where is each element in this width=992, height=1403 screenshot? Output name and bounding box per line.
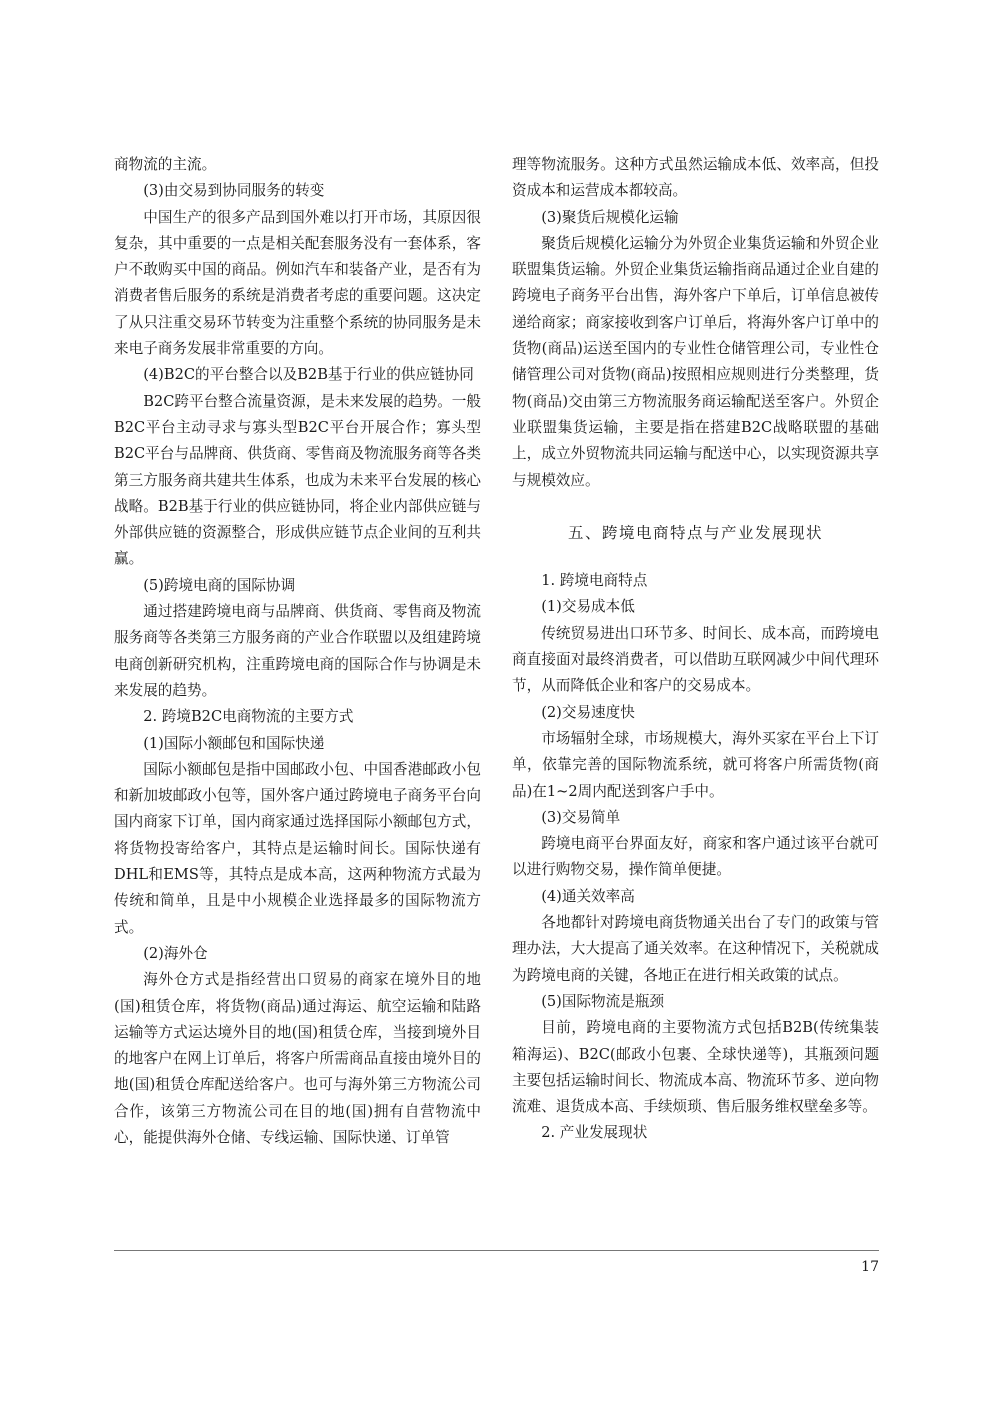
paragraph: 商物流的主流。 — [114, 156, 217, 173]
paragraph: (5)跨境电商的国际协调 — [143, 576, 296, 594]
paragraph: 市场辐射全球，市场规模大，海外买家在平台上下订单，依靠完善的国际物流系统，就可将客户所需货物(商品)在1~2周内配送到客户手中。 — [512, 729, 879, 800]
paragraph: 2. 产业发展现状 — [541, 1124, 648, 1142]
section-heading: 五、跨境电商特点与产业发展现状 — [567, 523, 823, 542]
paragraph: 聚货后规模化运输分为外贸企业集货运输和外贸企业联盟集货运输。外贸企业集货运输指商品通过企业自建的跨境电子商务平台出售，海外客户下单后，订单信息被传递给商家；商家接收到客户订单后，将海外客户订单中的货物(商品)运送至国内的专业性仓储管理公司，专业性仓储管理公司对货物(商品)按照相应规则进行分类整理，货物(商品)交由第三方物流服务商运输配送至客户。外贸企业联盟集货运输，主要是指在搭建B2C战略联盟的基础上，成立外贸物流共同运输与配送中心，以实现资源共享与规模效应。 — [512, 234, 879, 489]
paragraph: 各地都针对跨境电商货物通关出台了专门的政策与管理办法，大大提高了通关效率。在这种情况下，关税就成为跨境电商的关键，各地正在进行相关政策的试点。 — [512, 914, 879, 984]
paragraph: 海外仓方式是指经营出口贸易的商家在境外目的地(国)租赁仓库，将货物(商品)通过海运、航空运输和陆路运输等方式运达境外目的地(国)租赁仓库，当接到境外目的地客户在网上订单后，将客户所需商品直接由境外目的地(国)租赁仓库配送给客户。也可与海外第三方物流公司合作，该第三方物流公司在目的地(国)拥有自营物流中心，能提供海外仓储、专线运输、国际快递、订单管 — [114, 971, 481, 1146]
left-column — [114, 152, 481, 1151]
paragraph: (4)B2C的平台整合以及B2B基于行业的供应链协同 — [143, 366, 474, 384]
paragraph: 跨境电商平台界面友好，商家和客户通过该平台就可以进行购物交易，操作简单便捷。 — [512, 835, 879, 879]
paragraph: 国际小额邮包是指中国邮政小包、中国香港邮政小包和新加坡邮政小包等，国外客户通过跨境电子商务平台向国内商家下订单，国内商家通过选择国际小额邮包方式，将货物投寄给客户，其特点是运输时间长。国际快递有DHL和EMS等，其特点是成本高，这两种物流方式最为传统和简单，且是中小规模企业选择最多的国际物流方式。 — [114, 760, 481, 936]
paragraph: 通过搭建跨境电商与品牌商、供货商、零售商及物流服务商等各类第三方服务商的产业合作联盟以及组建跨境电商创新研究机构，注重跨境电商的国际合作与协调是未来发展的趋势。 — [114, 603, 481, 699]
paragraph: 1. 跨境电商特点 — [541, 572, 648, 590]
paragraph: 2. 跨境B2C电商物流的主要方式 — [143, 708, 354, 726]
paragraph: (3)由交易到协同服务的转变 — [143, 182, 325, 200]
paragraph: (4)通关效率高 — [541, 887, 635, 905]
paragraph: 中国生产的很多产品到国外难以打开市场，其原因很复杂，其中重要的一点是相关配套服务没有一套体系，客户不敢购买中国的商品。例如汽车和装备产业，是否有为消费者售后服务的系统是消费者考虑的重要问题。这决定了从只注重交易环节转变为注重整个系统的协同服务是未来电子商务发展非常重要的方向。 — [114, 208, 481, 358]
paragraph: (1)交易成本低 — [541, 598, 635, 616]
footer-rule — [114, 1250, 879, 1251]
paragraph: (3)交易简单 — [541, 808, 621, 826]
paragraph: 理等物流服务。这种方式虽然运输成本低、效率高，但投资成本和运营成本都较高。 — [512, 156, 879, 200]
paragraph: (2)海外仓 — [143, 944, 208, 962]
paragraph: (1)国际小额邮包和国际快递 — [143, 734, 325, 752]
paragraph: (3)聚货后规模化运输 — [541, 208, 679, 226]
paragraph: B2C跨平台整合流量资源，是未来发展的趋势。一般B2C平台主动寻求与寡头型B2C平台开展合作；寡头型B2C平台与品牌商、供货商、零售商及物流服务商等各类第三方服务商共建共生体系，也成为未来平台发展的核心战略。B2B基于行业的供应链协同，将企业内部供应链与外部供应链的资源整合，形成供应链节点企业间的互利共赢。 — [114, 392, 481, 568]
paragraph: (2)交易速度快 — [541, 703, 635, 721]
paragraph: 目前，跨境电商的主要物流方式包括B2B(传统集装箱海运)、B2C(邮政小包裹、全球快递等)，其瓶颈问题主要包括运输时间长、物流成本高、物流环节多、逆向物流难、退货成本高、手续烦琐、售后服务维权壁垒多等。 — [512, 1019, 879, 1116]
paragraph: 传统贸易进出口环节多、时间长、成本高，而跨境电商直接面对最终消费者，可以借助互联网减少中间代理环节，从而降低企业和客户的交易成本。 — [512, 624, 879, 695]
right-column — [512, 152, 879, 1147]
page-number: 17 — [861, 1259, 879, 1275]
paragraph: (5)国际物流是瓶颈 — [541, 992, 665, 1010]
